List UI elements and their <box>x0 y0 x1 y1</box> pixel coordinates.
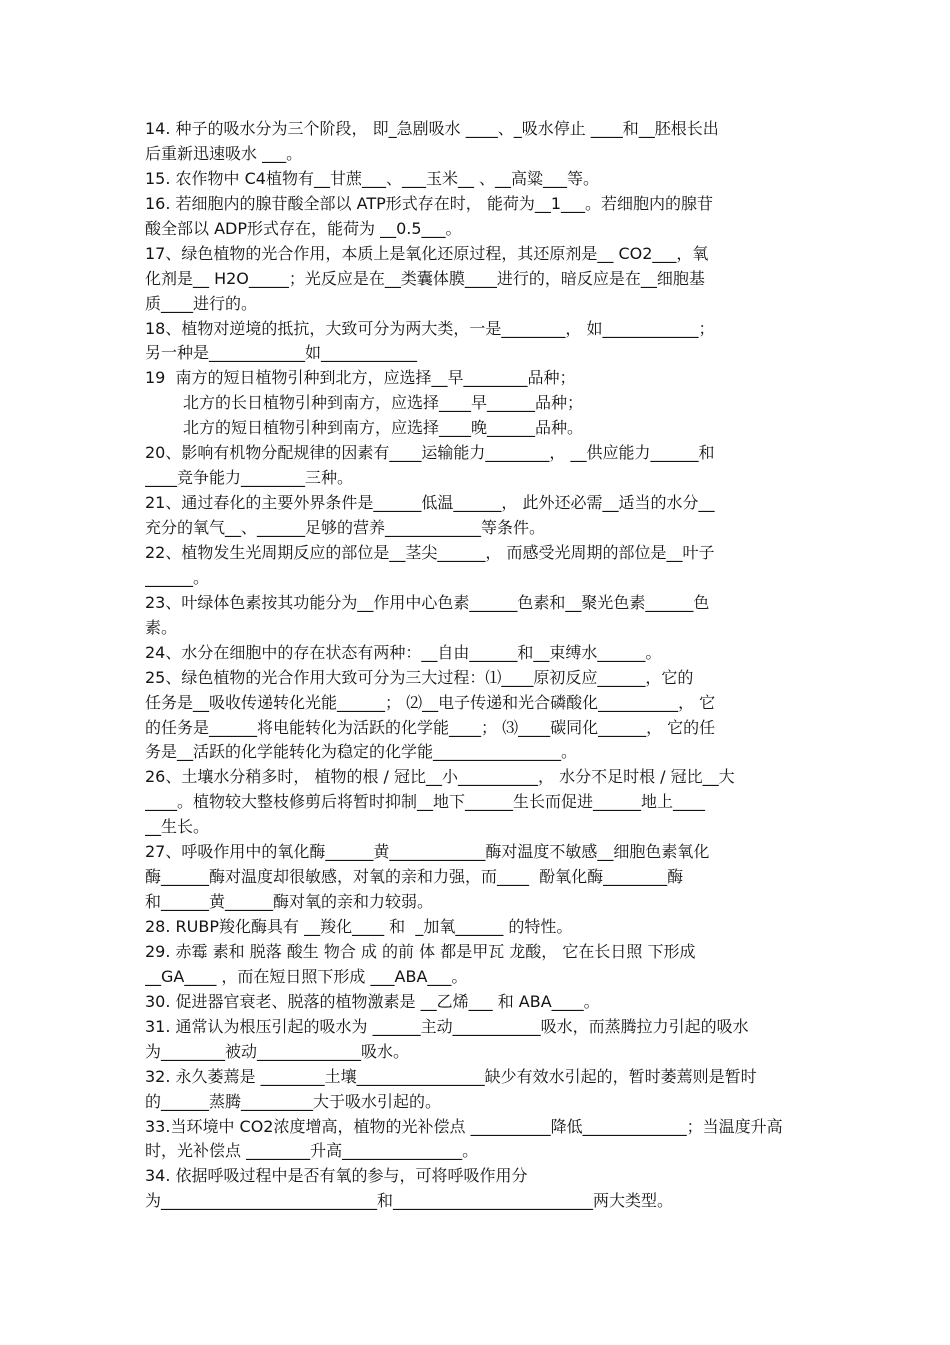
text-line: 26、土壤水分稍多时， 植物的根 / 冠比__小__________， 水分不足时根 / 冠比__大 <box>145 767 735 787</box>
text-line: 14. 种子的吸水分为三个阶段， 即_急剧吸水 ____、_吸水停止 ____和__胚根长出 <box>145 119 719 138</box>
text-line: 30. 促进器官衰老、脱落的植物激素是 __乙烯___ 和 ABA____。 <box>145 991 600 1011</box>
text-line: 22、植物发生光周期反应的部位是__茎尖______， 而感受光周期的部位是__叶子 <box>145 542 715 562</box>
text-line: 32. 永久萎蔫是 ________土壤________________缺少有效水引起的，暂时萎蔫则是暂时 <box>145 1066 757 1086</box>
text-line: 24、水分在细胞中的存在状态有两种：__自由______和__束缚水______。 <box>145 642 662 662</box>
text-line: 20、影响有机物分配规律的因素有____运输能力________， __供应能力______和 <box>145 443 715 463</box>
text-line: 16. 若细胞内的腺苷酸全部以 ATP形式存在时， 能荷为__1___。若细胞内的腺苷 <box>145 193 714 213</box>
text-line: 任务是__吸收传递转化光能______； ⑵__电子传递和光合磷酸化__________， 它 <box>145 692 716 712</box>
text-line: 31. 通常认为根压引起的吸水为 ______主动___________吸水，而蒸腾拉力引起的吸水 <box>145 1016 749 1036</box>
text-line: ____竞争能力________三种。 <box>145 468 354 488</box>
text-line: 另一种是____________如____________ <box>145 343 418 363</box>
text-line: 23、叶绿体色素按其功能分为__作用中心色素______色素和__聚光色素______色 <box>145 592 710 612</box>
text-line: 的______蒸腾_________大于吸水引起的。 <box>145 1091 442 1111</box>
text-line: __生长。 <box>145 817 210 837</box>
text-line: 17、绿色植物的光合作用，本质上是氧化还原过程，其还原剂是__ CO2___，氧 <box>145 243 709 263</box>
question-list <box>145 117 845 1214</box>
text-line: 的任务是______将电能转化为活跃的化学能____； ⑶____碳同化______， 它的任 <box>145 717 716 737</box>
text-line: 和______黄______酶对氧的亲和力较弱。 <box>145 892 434 912</box>
text-line: 酶______酶对温度却很敏感，对氧的亲和力强，而____ 酚氧化酶________酶 <box>145 867 684 887</box>
text-line: 为________被动_____________吸水。 <box>145 1041 410 1061</box>
text-line: 后重新迅速吸水 ___。 <box>145 143 303 163</box>
text-line: 27、呼吸作用中的氧化酶______黄____________酶对温度不敏感__细胞色素氧化 <box>145 842 710 862</box>
text-line: 18、植物对逆境的抵抗，大致可分为两大类，一是________， 如____________； <box>145 318 715 338</box>
text-line: 21、通过春化的主要外界条件是______低温______， 此外还必需__适当的水分__ <box>145 493 715 513</box>
text-line: 化剂是__ H2O_____；光反应是在__类囊体膜____进行的，暗反应是在__细胞基 <box>145 268 705 288</box>
text-line: ____。植物较大整枝修剪后将暂时抑制__地下______生长而促进______地上____ <box>145 792 706 812</box>
text-line: 质____进行的。 <box>145 293 258 313</box>
text-line: 为___________________________和_________________________两大类型。 <box>145 1191 674 1211</box>
text-line: 28. RUBP羧化酶具有 __羧化____ 和 _加氧______ 的特性。 <box>145 917 573 936</box>
text-line: 素。 <box>145 617 178 637</box>
text-line: 北方的短日植物引种到南方，应选择____晚______品种。 <box>183 418 584 438</box>
text-line: 29. 赤霉 素和 脱落 酸生 物合 成 的前 体 都是甲瓦 龙酸， 它在长日照 下形成 <box>145 941 696 961</box>
text-line: 充分的氧气__、______足够的营养____________等条件。 <box>145 518 546 537</box>
text-line: 33.当环境中 CO2浓度增高，植物的光补偿点 __________降低_____________；当温度升高 <box>145 1116 783 1136</box>
text-line: 25、绿色植物的光合作用大致可分为三大过程：⑴____原初反应______，它的 <box>145 667 694 687</box>
text-line: 时，光补偿点 ________升高_______________。 <box>145 1141 479 1161</box>
text-line: 北方的长日植物引种到南方，应选择____早______品种； <box>183 393 584 413</box>
text-line: 34. 依据呼吸过程中是否有氧的参与，可将呼吸作用分 <box>145 1166 528 1186</box>
text-line: 15. 农作物中 C4植物有__甘蔗___、___玉米__ 、__高粱___等。 <box>145 168 600 188</box>
text-line: ______。 <box>145 567 210 587</box>
text-line: 19 南方的短日植物引种到北方，应选择__早________品种； <box>145 368 576 388</box>
text-line: 酸全部以 ADP形式存在，能荷为 __0.5___。 <box>145 218 462 238</box>
text-line: 务是__活跃的化学能转化为稳定的化学能________________。 <box>145 742 578 762</box>
text-line: __GA____ ，而在短日照下形成 ___ABA___。 <box>145 966 468 986</box>
